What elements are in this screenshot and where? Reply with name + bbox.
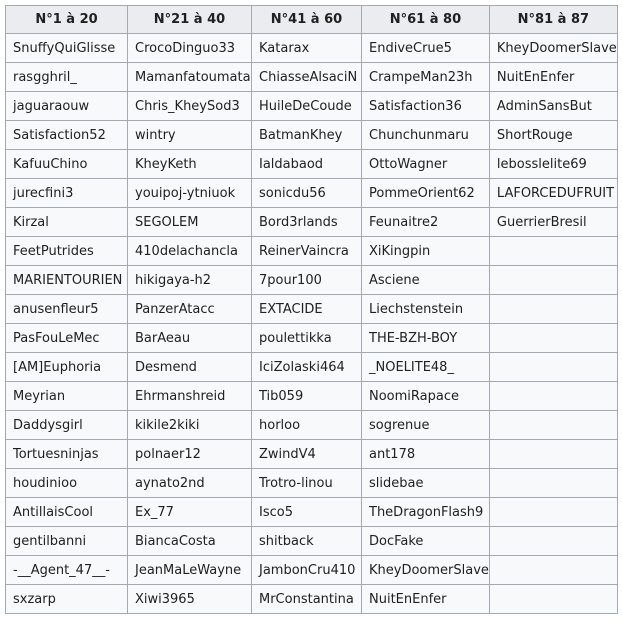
table-cell: hikigaya-h2 xyxy=(128,266,252,295)
table-cell: KheyDoomerSlave xyxy=(362,556,490,585)
table-cell: NoomiRapace xyxy=(362,382,490,411)
table-cell: lebosslelite69 xyxy=(489,150,617,179)
empty-cell xyxy=(489,411,617,440)
table-cell: EXTACIDE xyxy=(252,295,362,324)
table-cell: Katarax xyxy=(252,34,362,63)
table-cell: DocFake xyxy=(362,527,490,556)
empty-cell xyxy=(489,295,617,324)
table-row xyxy=(6,353,618,382)
table-cell: BatmanKhey xyxy=(252,121,362,150)
table-row xyxy=(6,498,618,527)
table-cell: Daddysgirl xyxy=(6,411,128,440)
table-cell: rasgghril_ xyxy=(6,63,128,92)
table-cell: PasFouLeMec xyxy=(6,324,128,353)
table-cell: Trotro-linou xyxy=(252,469,362,498)
table-cell: slidebae xyxy=(362,469,490,498)
column-header: N°61 à 80 xyxy=(362,6,490,34)
table-cell: Mamanfatoumata xyxy=(128,63,252,92)
table-cell: THE-BZH-BOY xyxy=(362,324,490,353)
table-cell: GuerrierBresil xyxy=(489,208,617,237)
table-row xyxy=(6,34,618,63)
table-cell: _NOELITE48_ xyxy=(362,353,490,382)
table-row xyxy=(6,440,618,469)
table-cell: poulettikka xyxy=(252,324,362,353)
table-cell: Isco5 xyxy=(252,498,362,527)
table-row xyxy=(6,179,618,208)
table-cell: Xiwi3965 xyxy=(128,585,252,614)
table-cell: CrampeMan23h xyxy=(362,63,490,92)
table-cell: anusenfleur5 xyxy=(6,295,128,324)
table-cell: MARIENTOURIEN xyxy=(6,266,128,295)
table-row xyxy=(6,92,618,121)
table-cell: PanzerAtacc xyxy=(128,295,252,324)
table-cell: kikile2kiki xyxy=(128,411,252,440)
table-cell: KheyDoomerSlave xyxy=(489,34,617,63)
table-cell: Meyrian xyxy=(6,382,128,411)
table-row xyxy=(6,208,618,237)
table-cell: polnaer12 xyxy=(128,440,252,469)
table-cell: ReinerVaincra xyxy=(252,237,362,266)
empty-cell xyxy=(489,585,617,614)
table-cell: gentilbanni xyxy=(6,527,128,556)
table-cell: KafuuChino xyxy=(6,150,128,179)
table-row xyxy=(6,121,618,150)
empty-cell xyxy=(489,353,617,382)
table-cell: HuileDeCoude xyxy=(252,92,362,121)
table-cell: horloo xyxy=(252,411,362,440)
table-cell: KheyKeth xyxy=(128,150,252,179)
table-row xyxy=(6,469,618,498)
table-cell: NuitEnEnfer xyxy=(362,585,490,614)
empty-cell xyxy=(489,266,617,295)
table-cell: Satisfaction36 xyxy=(362,92,490,121)
table-cell: Bord3rlands xyxy=(252,208,362,237)
table-cell: youipoj-ytniuok xyxy=(128,179,252,208)
table-cell: 410delachancla xyxy=(128,237,252,266)
table-row xyxy=(6,585,618,614)
table-cell: Tib059 xyxy=(252,382,362,411)
table-cell: jurecfini3 xyxy=(6,179,128,208)
table-cell: 7pour100 xyxy=(252,266,362,295)
empty-cell xyxy=(489,556,617,585)
table-cell: ChiasseAlsaciN xyxy=(252,63,362,92)
table-cell: Ehrmanshreid xyxy=(128,382,252,411)
empty-cell xyxy=(489,527,617,556)
table-cell: [AM]Euphoria xyxy=(6,353,128,382)
empty-cell xyxy=(489,382,617,411)
table-row xyxy=(6,527,618,556)
table-cell: AntillaisCool xyxy=(6,498,128,527)
table-cell: LAFORCEDUFRUIT xyxy=(489,179,617,208)
column-header: N°21 à 40 xyxy=(128,6,252,34)
table-cell: JambonCru410 xyxy=(252,556,362,585)
table-cell: sxzarp xyxy=(6,585,128,614)
table-cell: Tortuesninjas xyxy=(6,440,128,469)
table-cell: Asciene xyxy=(362,266,490,295)
table-cell: Feunaitre2 xyxy=(362,208,490,237)
table-cell: Desmend xyxy=(128,353,252,382)
table-row xyxy=(6,150,618,179)
column-header: N°81 à 87 xyxy=(489,6,617,34)
table-cell: Liechstenstein xyxy=(362,295,490,324)
table-row xyxy=(6,411,618,440)
table-cell: wintry xyxy=(128,121,252,150)
table-cell: Ex_77 xyxy=(128,498,252,527)
table-cell: MrConstantina xyxy=(252,585,362,614)
table-cell: Chris_KheySod3 xyxy=(128,92,252,121)
table-cell: OttoWagner xyxy=(362,150,490,179)
table-cell: ant178 xyxy=(362,440,490,469)
header-row xyxy=(6,6,618,34)
table-row xyxy=(6,324,618,353)
column-header: N°1 à 20 xyxy=(6,6,128,34)
table-cell: AdminSansBut xyxy=(489,92,617,121)
table-cell: BarAeau xyxy=(128,324,252,353)
page xyxy=(5,5,618,614)
table-cell: SnuffyQuiGlisse xyxy=(6,34,128,63)
table-row xyxy=(6,266,618,295)
table-cell: Ialdabaod xyxy=(252,150,362,179)
empty-cell xyxy=(489,498,617,527)
table-cell: TheDragonFlash9 xyxy=(362,498,490,527)
members-table xyxy=(5,5,618,614)
table-cell: NuitEnEnfer xyxy=(489,63,617,92)
table-row xyxy=(6,63,618,92)
table-cell: -__Agent_47__- xyxy=(6,556,128,585)
table-cell: SEGOLEM xyxy=(128,208,252,237)
table-cell: houdinioo xyxy=(6,469,128,498)
empty-cell xyxy=(489,237,617,266)
table-cell: ShortRouge xyxy=(489,121,617,150)
column-header: N°41 à 60 xyxy=(252,6,362,34)
table-cell: XiKingpin xyxy=(362,237,490,266)
table-cell: aynato2nd xyxy=(128,469,252,498)
table-cell: CrocoDinguo33 xyxy=(128,34,252,63)
table-cell: Chunchunmaru xyxy=(362,121,490,150)
table-cell: sogrenue xyxy=(362,411,490,440)
table-cell: sonicdu56 xyxy=(252,179,362,208)
table-cell: jaguaraouw xyxy=(6,92,128,121)
table-cell: Satisfaction52 xyxy=(6,121,128,150)
table-cell: IciZolaski464 xyxy=(252,353,362,382)
table-cell: ZwindV4 xyxy=(252,440,362,469)
table-row xyxy=(6,382,618,411)
table-body xyxy=(6,34,618,614)
table-row xyxy=(6,237,618,266)
empty-cell xyxy=(489,324,617,353)
table-cell: shitback xyxy=(252,527,362,556)
table-row xyxy=(6,295,618,324)
table-row xyxy=(6,556,618,585)
table-cell: PommeOrient62 xyxy=(362,179,490,208)
empty-cell xyxy=(489,440,617,469)
empty-cell xyxy=(489,469,617,498)
table-cell: BiancaCosta xyxy=(128,527,252,556)
table-cell: FeetPutrides xyxy=(6,237,128,266)
table-cell: EndiveCrue5 xyxy=(362,34,490,63)
table-cell: Kirzal xyxy=(6,208,128,237)
table-cell: JeanMaLeWayne xyxy=(128,556,252,585)
